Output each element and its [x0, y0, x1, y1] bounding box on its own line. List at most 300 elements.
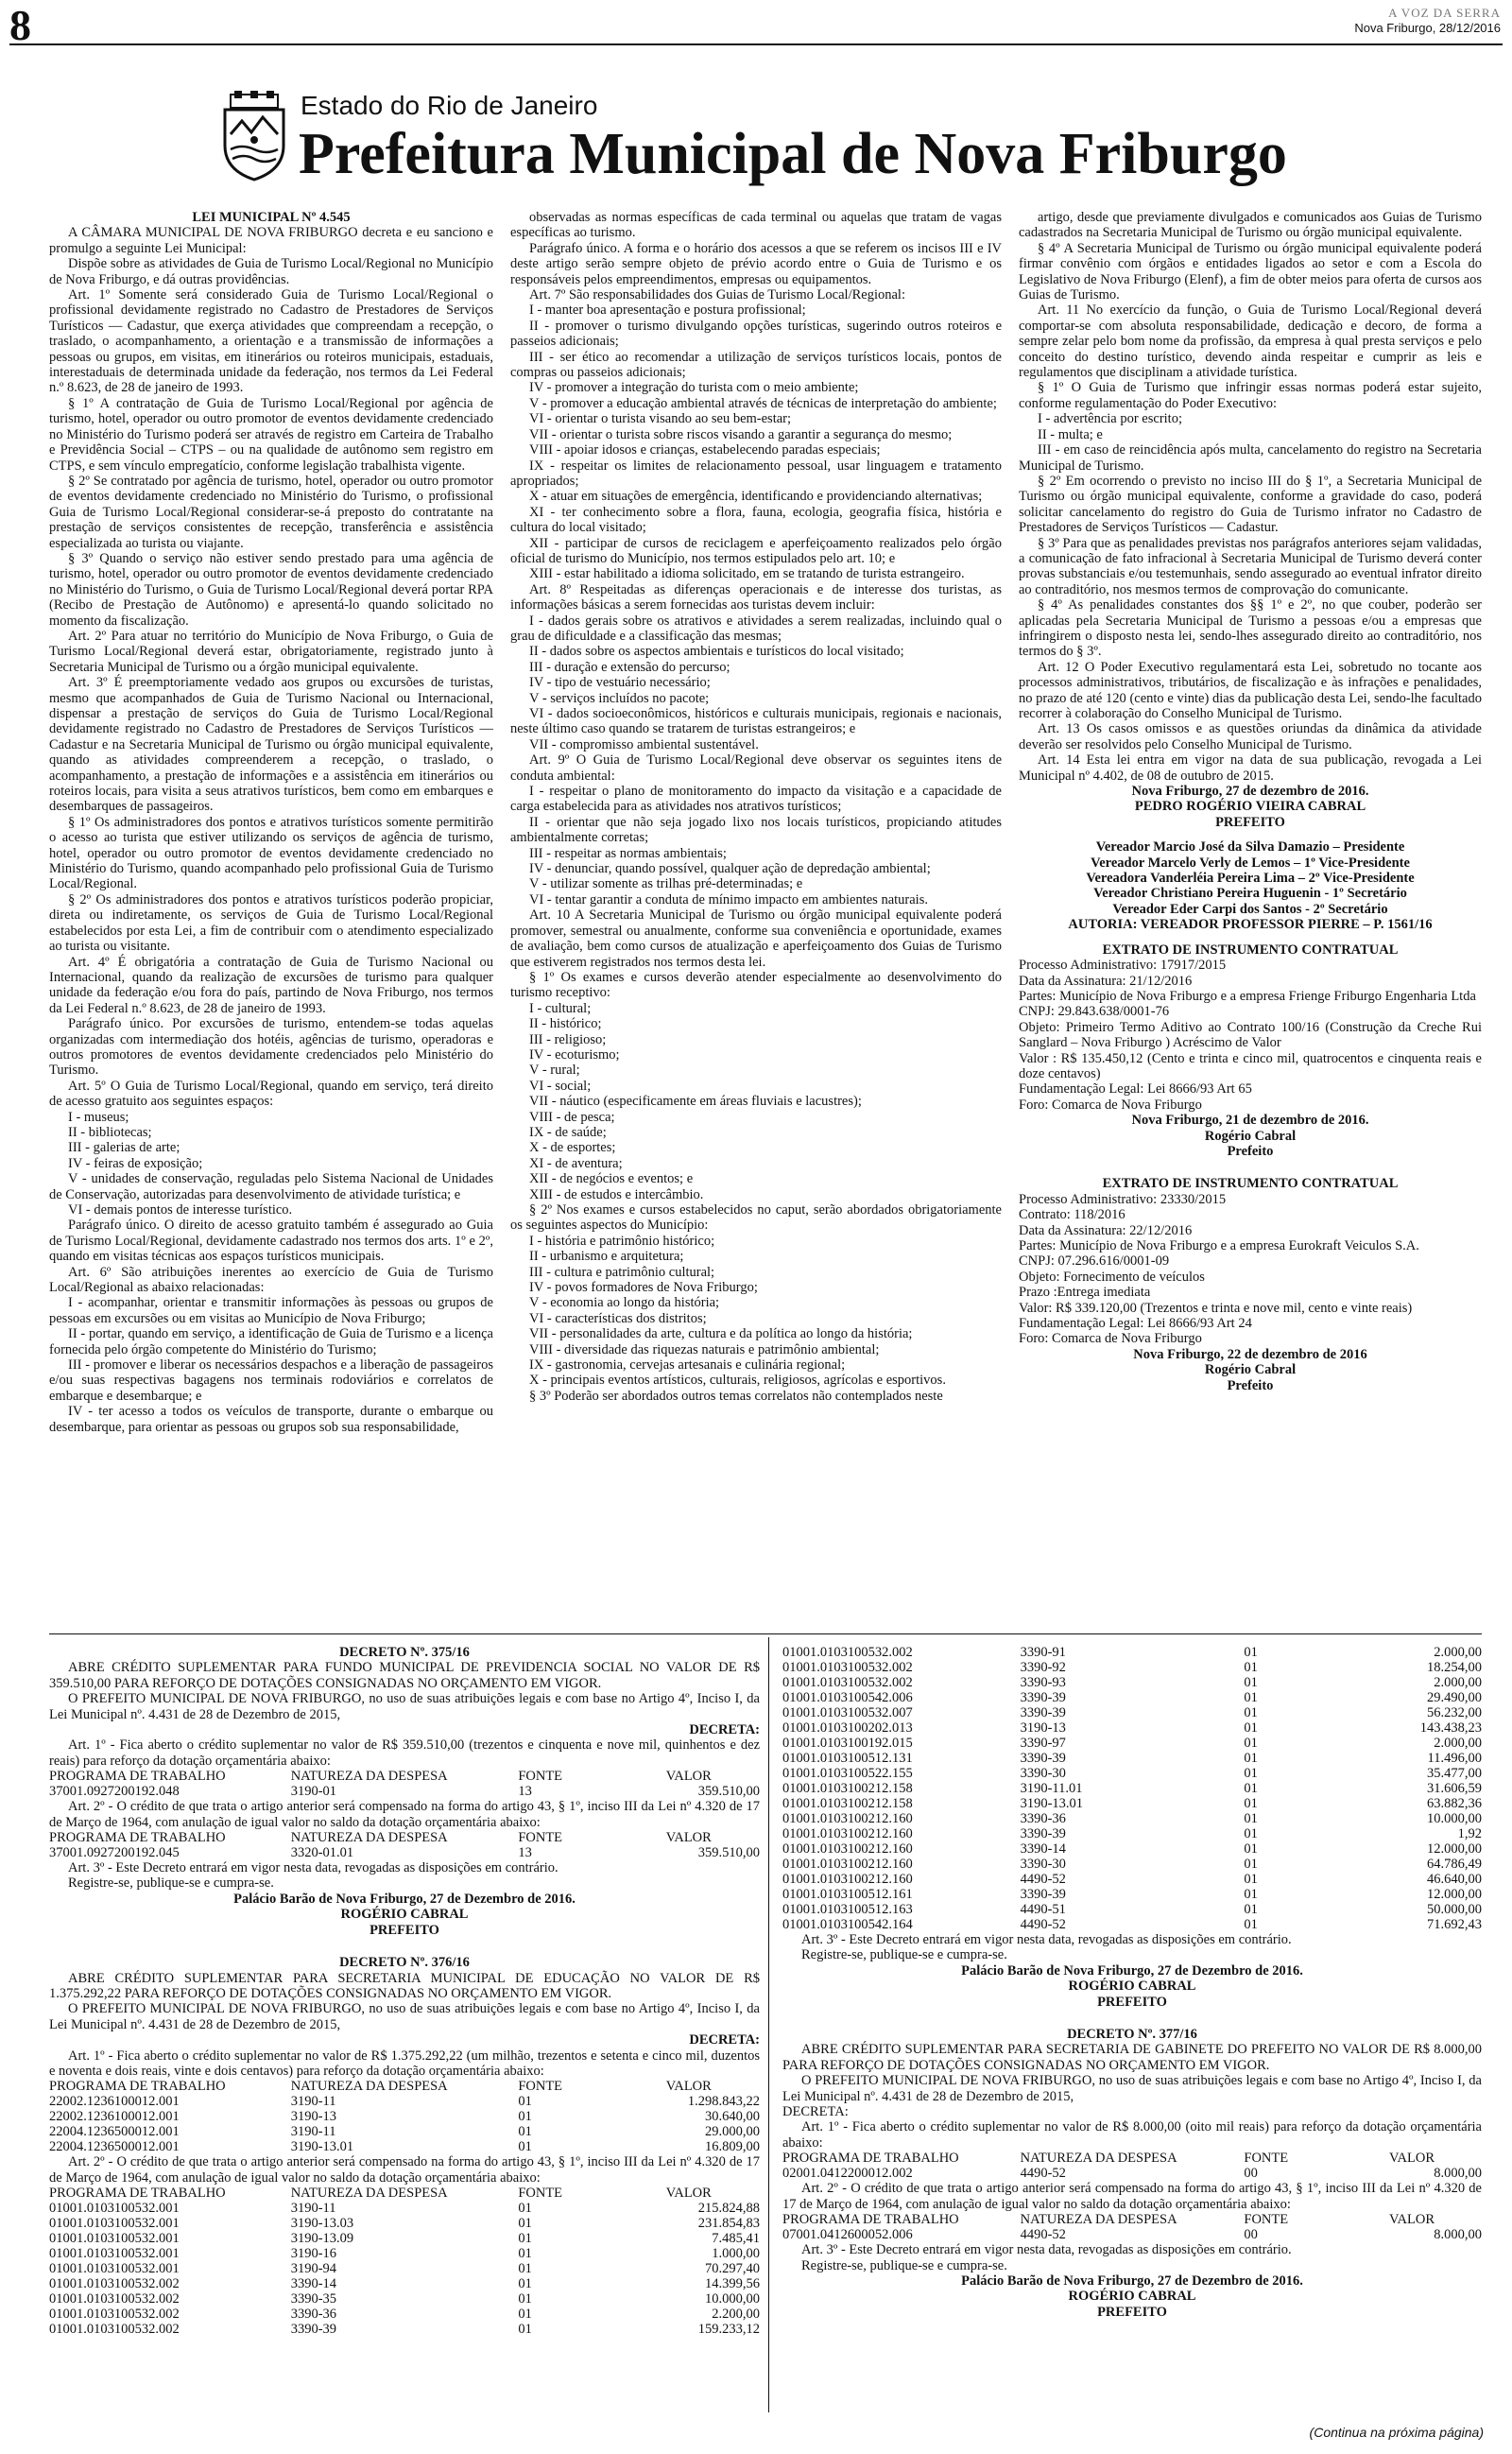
d377-title: DECRETO Nº. 377/16: [1067, 2027, 1197, 2043]
d376-palacio: Palácio Barão de Nova Friburgo, 27 de Dezembro de 2016.: [961, 1962, 1303, 1979]
table-cell: 01: [518, 2109, 532, 2125]
paragraph: Vereador Eder Carpi dos Santos - 2º Secretário: [1112, 901, 1388, 917]
paragraph: IV - ecoturismo;: [529, 1046, 620, 1063]
d375-art2: Art. 2º - O crédito de que trata o artigo anterior será compensado na forma do artigo 43, § 1º, inciso III da Lei nº 4.320 de 17 de Março de 1964, com anulação de igual valor no saldo da dotação orçamentária abaixo:: [49, 1799, 760, 1830]
paragraph: § 1º Os administradores dos pontos e atrativos turísticos somente permitirão o acesso ao turista que estiver utilizando os serviços de agência de turismo, hotel, operador ou outro promotor de eventos devidamente credenciado no Ministério do Turismo, quando acompanhado pelo profissional Guia de Turismo Local/Regional.: [49, 814, 493, 892]
d376-ementa: ABRE CRÉDITO SUPLEMENTAR PARA SECRETARIA MUNICIPAL DE EDUCAÇÃO NO VALOR DE R$ 1.375.292,22 PARA REFORÇO DE DOTAÇÕES CONSIGNADAS NO ORÇAMENTO EM VIGOR.: [49, 1970, 760, 2001]
table-cell: 35.477,00: [1427, 1766, 1482, 1781]
table-header-cell: NATUREZA DA DESPESA: [290, 2079, 448, 2095]
table-cell: 01001.0103100532.001: [49, 2261, 180, 2277]
paragraph: Parágrafo único. O direito de acesso gratuito também é assegurado ao Guia de Turismo Local/Regional, devidamente cadastrado nos termos dos arts. 1º e 2º, quando em visitas técnicas aos espaços turísticos municipais.: [49, 1218, 493, 1265]
table-cell: 01001.0103100512.131: [782, 1751, 913, 1766]
table-cell: 01001.0103100532.001: [49, 2201, 180, 2217]
table-row: [782, 1917, 1482, 1932]
publication-name: A VOZ DA SERRA: [1388, 6, 1501, 20]
paragraph: V - unidades de conservação, reguladas pelo Sistema Nacional de Unidades de Conservação, autorizadas para desenvolvimento de atividade turística; e: [49, 1171, 493, 1202]
table-row: [49, 2246, 760, 2261]
table-header-cell: NATUREZA DA DESPESA: [1020, 2212, 1177, 2228]
table-header-cell: FONTE: [518, 2079, 563, 2095]
paragraph: V - serviços incluídos no pacote;: [529, 690, 710, 706]
table-cell: 01: [1244, 1857, 1258, 1872]
table-cell: 07001.0412600052.006: [782, 2227, 913, 2243]
table-cell: 3390-35: [290, 2291, 337, 2307]
table-cell: 01: [1244, 1690, 1258, 1705]
table-cell: 22002.1236100012.001: [49, 2109, 180, 2125]
table-cell: 3390-97: [1020, 1736, 1066, 1751]
table-cell: 3390-92: [1020, 1660, 1066, 1675]
d375-art1: Art. 1º - Fica aberto o crédito suplementar no valor de R$ 359.510,00 (trezentos e cinquenta e nove mil, quinhentos e dez reais) para reforço da dotação orçamentária abaixo:: [49, 1737, 760, 1769]
table-cell: 37001.0927200192.048: [49, 1784, 180, 1800]
table-cell: 01001.0103100212.160: [782, 1872, 913, 1887]
table-cell: 4490-52: [1020, 2166, 1066, 2182]
paragraph: Objeto: Fornecimento de veículos: [1019, 1269, 1205, 1285]
table-cell: 01001.0103100532.002: [49, 2291, 180, 2307]
table-cell: 01: [518, 2246, 532, 2262]
paragraph: VIII - apoiar idosos e crianças, estabelecendo paradas especiais;: [529, 442, 881, 458]
table-cell: 01: [518, 2291, 532, 2307]
table-row: [49, 2276, 760, 2291]
paragraph: IV - tipo de vestuário necessário;: [529, 675, 711, 691]
table-header-cell: VALOR: [665, 1769, 712, 1785]
paragraph: II - histórico;: [529, 1016, 602, 1032]
table-row: [782, 1841, 1482, 1857]
table-cell: 11.496,00: [1427, 1751, 1482, 1766]
paragraph: VII - náutico (especificamente em áreas fluviais e lacustres);: [529, 1094, 862, 1110]
table-cell: 18.254,00: [1427, 1660, 1482, 1675]
table-header-row: [782, 2212, 1482, 2227]
table-cell: 1.298.843,22: [687, 2094, 760, 2110]
table-cell: 3190-13: [1020, 1720, 1066, 1736]
table-row: [782, 1766, 1482, 1781]
paragraph: VIII - diversidade das riquezas naturais e patrimônio ambiental;: [529, 1341, 880, 1357]
d375-decreta: DECRETA:: [689, 1722, 760, 1738]
paragraph: § 3º Para que as penalidades previstas nos parágrafos anteriores sejam validadas, a comunicação de fato infracional à Secretaria Municipal de Turismo deverá conter provas substanciais e/ou testemunhais, sendo assegurado ao eventual infrator direito ao contraditório, nos mesmos termos de comprovação do comunicante.: [1019, 535, 1482, 597]
lei-mayor-title: PREFEITO: [1215, 814, 1285, 830]
table-row: [49, 2139, 760, 2154]
table-header-cell: FONTE: [518, 2186, 563, 2202]
table-cell: 01001.0103100532.001: [49, 2216, 180, 2232]
paragraph: VII - orientar o turista sobre riscos visando a garantir a segurança do mesmo;: [529, 426, 953, 442]
paragraph: VI - orientar o turista visando ao seu bem-estar;: [529, 411, 792, 427]
table-cell: 01001.0103100212.160: [782, 1826, 913, 1841]
table-cell: 01001.0103100212.160: [782, 1811, 913, 1826]
d376-table-2: [49, 2186, 760, 2337]
paragraph: II - orientar que não seja jogado lixo nos locais turísticos, propiciando atitudes ambientalmente corretas;: [510, 814, 1002, 846]
table-cell: 01001.0103100532.002: [49, 2307, 180, 2323]
paragraph: V - promover a educação ambiental através de técnicas de interpretação do ambiente;: [529, 395, 997, 411]
table-cell: 01: [1244, 1841, 1258, 1857]
table-cell: 01: [1244, 1645, 1258, 1660]
table-header-row: [49, 1830, 760, 1845]
table-cell: 01001.0103100512.161: [782, 1887, 913, 1902]
table-header-cell: PROGRAMA DE TRABALHO: [782, 2151, 959, 2167]
paragraph: III - respeitar as normas ambientais;: [529, 845, 727, 861]
paragraph: § 2º Os administradores dos pontos e atrativos turísticos poderão propiciar, direta ou indiretamente, os serviços de Guia de Turismo Local/Regional estabelecidos por esta Lei, a fim de contribuir com o atendimento especializado ao turista ou visitante.: [49, 891, 493, 955]
table-cell: 3190-11: [290, 2201, 336, 2217]
paragraph: IV - feiras de exposição;: [68, 1155, 203, 1171]
paragraph: I - museus;: [68, 1109, 129, 1125]
table-header-cell: PROGRAMA DE TRABALHO: [49, 2186, 226, 2202]
paragraph: § 1º A contratação de Guia de Turismo Local/Regional por agência de turismo, hotel, operador ou outro promotor de eventos devidamente credenciado no Ministério do Turismo poderá ser através de registro em Carteira de Trabalho e Previdência Social – CTPS – ou na qualidade de autônomo sem registro em CTPS, e sem vínculo empregatício, conforme legislação trabalhista vigente.: [49, 395, 493, 474]
table-cell: 2.000,00: [1434, 1645, 1482, 1660]
paragraph: VII - personalidades da arte, cultura e da política ao longo da história;: [529, 1326, 913, 1342]
header-state: Estado do Rio de Janeiro: [301, 91, 598, 120]
table-cell: 00: [1244, 2227, 1258, 2243]
table-header-cell: VALOR: [1388, 2151, 1435, 2167]
table-row: [782, 1751, 1482, 1766]
table-cell: 3390-14: [1020, 1841, 1066, 1857]
paragraph: Art. 9º O Guia de Turismo Local/Regional deve observar os seguintes itens de conduta ambiental:: [510, 752, 1002, 784]
table-cell: 01001.0103100532.007: [782, 1705, 913, 1720]
table-cell: 4490-52: [1020, 2227, 1066, 2243]
table-cell: 00: [1244, 2166, 1258, 2182]
extrato1-date: Nova Friburgo, 21 de dezembro de 2016.: [1131, 1113, 1369, 1129]
table-row: [782, 1826, 1482, 1841]
table-cell: 143.438,23: [1419, 1720, 1482, 1736]
table-cell: 4490-52: [1020, 1872, 1066, 1887]
paragraph: I - dados gerais sobre os atrativos e atividades a serem realizadas, incluindo qual o grau de dificuldade e a classificação das mesmas;: [510, 613, 1002, 644]
paragraph: Vereador Marcio José da Silva Damazio – Presidente: [1095, 839, 1405, 855]
table-header-cell: VALOR: [665, 2186, 712, 2202]
table-header-cell: FONTE: [518, 1830, 563, 1846]
d375-preamble: O PREFEITO MUNICIPAL DE NOVA FRIBURGO, no uso de suas atribuições legais e com base no Artigo 4º, Inciso I, da Lei Municipal nº. 4.431 de 28 de Dezembro de 2015,: [49, 1691, 760, 1722]
table-cell: 3390-39: [1020, 1826, 1066, 1841]
table-header-cell: NATUREZA DA DESPESA: [290, 1769, 448, 1785]
table-cell: 1,92: [1457, 1826, 1482, 1841]
paragraph: § 1º Os exames e cursos deverão atender especialmente ao desenvolvimento do turismo receptivo:: [510, 969, 1002, 1001]
d375-table-2: [49, 1830, 760, 1860]
table-cell: 29.490,00: [1427, 1690, 1482, 1705]
page-number: 8: [9, 1, 31, 49]
table-cell: 71.692,43: [1427, 1917, 1482, 1932]
table-cell: 01001.0103100522.155: [782, 1766, 913, 1781]
paragraph: § 2º Se contratado por agência de turismo, hotel, operador ou outro promotor de eventos devidamente credenciado no Ministério do Turismo, o profissional Guia de Turismo Local/Regional considerar-se-á preposto do contratante na prestação de serviços consistentes de recepção, transferência e assistência especializada ao turista ou viajante.: [49, 473, 493, 551]
decretos-left: [49, 1645, 760, 2439]
paragraph: VI - tentar garantir a conduta de mínimo impacto em ambientes naturais.: [529, 891, 928, 907]
paragraph: X - atuar em situações de emergência, identificando e providenciando alternativas;: [529, 489, 983, 505]
table-cell: 01001.0103100542.006: [782, 1690, 913, 1705]
table-cell: 01: [1244, 1796, 1258, 1811]
table-cell: 01: [1244, 1826, 1258, 1841]
table-cell: 01: [518, 2139, 532, 2155]
paragraph: Art. 12 O Poder Executivo regulamentará esta Lei, sobretudo no tocante aos processos administrativos, tributários, de fiscalização e às infrações e penalidades, no prazo de até 120 (cento e vinte) dias da publicação desta Lei, sendo-lhe facultado recorrer à colaboração do Conselho Municipal de Turismo.: [1019, 659, 1482, 721]
d377-ementa: ABRE CRÉDITO SUPLEMENTAR PARA SECRETARIA DE GABINETE DO PREFEITO NO VALOR DE R$ 8.000,00 PARA REFORÇO DE DOTAÇÕES CONSIGNADAS NO ORÇAMENTO EM VIGOR.: [782, 2042, 1482, 2073]
d377-decreta: DECRETA:: [782, 2104, 849, 2120]
d376-table-1: [49, 2079, 760, 2154]
paragraph: XIII - estar habilitado a idioma solicitado, em se tratando de turista estrangeiro.: [529, 566, 965, 582]
table-cell: 359.510,00: [697, 1784, 760, 1800]
paragraph: Parágrafo único. A forma e o horário dos acessos a que se referem os incisos III e IV deste artigo serão sempre objeto de prévio acordo entre o Guia de Turismo e os responsáveis pelos empreendimentos, empresas ou equipamentos.: [510, 240, 1002, 287]
paragraph: Objeto: Primeiro Termo Aditivo ao Contrato 100/16 (Construção da Creche Rui Sanglard – Nova Friburgo ) Acréscimo de Valor: [1019, 1019, 1482, 1051]
table-row: [49, 2094, 760, 2109]
paragraph: Art. 1º Somente será considerado Guia de Turismo Local/Regional o profissional devidamente registrado no Cadastro de Prestadores de Serviços Turísticos — Cadastur, que exerça atividades que compreendam a recepção, o traslado, o acompanhamento, a orientação e a transmissão de informações a pessoas ou grupos, em visitas, em itinerários ou roteiros municipais, estaduais, interestaduais de determinada unidade da federação, nos termos da Lei Federal n.º 8.623, de 28 de janeiro de 1993.: [49, 287, 493, 396]
table-cell: 3320-01.01: [290, 1845, 354, 1861]
paragraph: Art. 5º O Guia de Turismo Local/Regional, quando em serviço, terá direito de acesso gratuito aos seguintes espaços:: [49, 1078, 493, 1110]
paragraph: I - advertência por escrito;: [1038, 411, 1182, 427]
decretos-right: [782, 1645, 1482, 2439]
paragraph: Processo Administrativo: 23330/2015: [1019, 1191, 1227, 1207]
table-cell: 159.233,12: [697, 2322, 760, 2338]
table-cell: 01: [1244, 1675, 1258, 1690]
table-header-row: [782, 2151, 1482, 2166]
paragraph: Partes: Município de Nova Friburgo e a empresa Eurokraft Veiculos S.A.: [1019, 1238, 1419, 1253]
table-cell: 01001.0103100532.002: [49, 2276, 180, 2292]
lei-mayor: PEDRO ROGÉRIO VIEIRA CABRAL: [1134, 799, 1366, 815]
table-cell: 01: [518, 2231, 532, 2247]
lei-sign-date: Nova Friburgo, 27 de dezembro de 2016.: [1131, 784, 1369, 800]
table-header-cell: PROGRAMA DE TRABALHO: [49, 1769, 226, 1785]
d376-table-2-cont: [782, 1645, 1482, 1932]
table-cell: 3390-91: [1020, 1645, 1066, 1660]
d377-preamble: O PREFEITO MUNICIPAL DE NOVA FRIBURGO, no uso de suas atribuições legais e com base no Artigo 4º, Inciso I, da Lei Municipal nº. 4.431 de 28 de Dezembro de 2015,: [782, 2073, 1482, 2104]
table-cell: 1.000,00: [712, 2246, 760, 2262]
extrato2-date: Nova Friburgo, 22 de dezembro de 2016: [1133, 1346, 1367, 1362]
table-cell: 70.297,40: [705, 2261, 760, 2277]
table-cell: 3390-30: [1020, 1857, 1066, 1872]
paragraph: Processo Administrativo: 17917/2015: [1019, 958, 1227, 974]
d377-art3: Art. 3º - Este Decreto entrará em vigor nesta data, revogadas as disposições em contrário.: [801, 2242, 1292, 2258]
paragraph: IV - denunciar, quando possível, qualquer ação de depredação ambiental;: [529, 861, 931, 877]
d376-art1: Art. 1º - Fica aberto o crédito suplementar no valor de R$ 1.375.292,22 (um milhão, trezentos e setenta e cinco mil, duzentos e noventa e dois reais, vinte e dois centavos) para reforço da dotação orçamentária abaixo:: [49, 2048, 760, 2079]
table-cell: 3190-13.09: [290, 2231, 354, 2247]
paragraph: Foro: Comarca de Nova Friburgo: [1019, 1097, 1202, 1113]
table-cell: 01001.0103100212.158: [782, 1781, 913, 1796]
paragraph: XI - ter conhecimento sobre a flora, fauna, ecologia, geografia física, história e cultura do local visitado;: [510, 504, 1002, 536]
lei-col1-body: [49, 225, 493, 1435]
paragraph: VII - compromisso ambiental sustentável.: [529, 736, 759, 752]
paragraph: III - cultura e patrimônio cultural;: [529, 1264, 715, 1280]
top-rule: [9, 43, 1503, 45]
d375-ementa: ABRE CRÉDITO SUPLEMENTAR PARA FUNDO MUNICIPAL DE PREVIDENCIA SOCIAL NO VALOR DE R$ 359.510,00 PARA REFORÇO DE DOTAÇÕES CONSIGNADAS NO ORÇAMENTO EM VIGOR.: [49, 1660, 760, 1691]
table-cell: 01: [1244, 1872, 1258, 1887]
d376-art2: Art. 2º - O crédito de que trata o artigo anterior será compensado na forma do artigo 43, § 1º, inciso III da Lei nº 4.320 de 17 de Março de 1964, com anulação de igual valor no saldo da dotação orçamentária abaixo:: [49, 2154, 760, 2186]
table-header-cell: VALOR: [665, 1830, 712, 1846]
paragraph: IX - respeitar os limites de relacionamento pessoal, usar linguagem e tratamento apropriados;: [510, 458, 1002, 489]
table-cell: 3190-13.01: [1020, 1796, 1084, 1811]
table-row: [49, 2216, 760, 2231]
table-row: [782, 1902, 1482, 1917]
table-row: [49, 2322, 760, 2337]
continued-note: (Continua na próxima página): [1309, 2425, 1484, 2440]
table-header-cell: NATUREZA DA DESPESA: [1020, 2151, 1177, 2167]
table-cell: 3190-13.01: [290, 2139, 354, 2155]
d375-palacio: Palácio Barão de Nova Friburgo, 27 de Dezembro de 2016.: [233, 1891, 576, 1907]
table-cell: 01001.0103100192.015: [782, 1736, 913, 1751]
paragraph: V - economia ao longo da história;: [529, 1295, 720, 1311]
table-cell: 01: [1244, 1660, 1258, 1675]
table-cell: 64.786,49: [1427, 1857, 1482, 1872]
paragraph: Art. 8º Respeitadas as diferenças operacionais e de interesse dos turistas, as informações básicas a serem fornecidas aos turistas devem incluir:: [510, 581, 1002, 614]
table-header-cell: FONTE: [1244, 2212, 1289, 2228]
table-header-cell: FONTE: [518, 1769, 563, 1785]
d376-signer-title: PREFEITO: [1097, 1994, 1167, 2010]
paragraph: I - cultural;: [529, 1000, 592, 1016]
paragraph: Art. 2º Para atuar no território do Município de Nova Friburgo, o Guia de Turismo Local/Regional deverá estar, obrigatoriamente, registrado junto à Secretaria Municipal de Turismo ou a órgão municipal equivalente.: [49, 628, 493, 675]
extrato2-title: EXTRATO DE INSTRUMENTO CONTRATUAL: [1102, 1176, 1399, 1192]
paragraph: Vereadora Vanderléia Pereira Lima – 2º Vice-Presidente: [1086, 871, 1415, 887]
section-divider: [49, 1633, 1482, 1634]
extrato1-signer: Rogério Cabral: [1204, 1128, 1297, 1144]
table-cell: 3390-93: [1020, 1675, 1066, 1690]
paragraph: I - respeitar o plano de monitoramento do impacto da visitação e a capacidade de carga estabelecida para as atividades nos atrativos turísticos;: [510, 784, 1002, 815]
table-row: [49, 2231, 760, 2246]
table-row: [782, 2227, 1482, 2242]
paragraph: X - de esportes;: [529, 1140, 616, 1156]
paragraph: II - promover o turismo divulgando opções turísticas, sugerindo outros roteiros e passeios adicionais;: [510, 318, 1002, 350]
d375-art3: Art. 3º - Este Decreto entrará em vigor nesta data, revogadas as disposições em contrário.: [68, 1860, 558, 1876]
table-cell: 01001.0103100532.002: [782, 1645, 913, 1660]
paragraph: CNPJ: 07.296.616/0001-09: [1019, 1253, 1170, 1270]
lei-title: LEI MUNICIPAL Nº 4.545: [192, 210, 351, 225]
paragraph: II - urbanismo e arquitetura;: [529, 1249, 684, 1265]
table-cell: 22004.1236500012.001: [49, 2124, 180, 2140]
paragraph: I - acompanhar, orientar e transmitir informações às pessoas ou grupos de pessoas em excursões ou em visitas ao Município de Nova Friburgo;: [49, 1295, 493, 1326]
paragraph: XII - participar de cursos de reciclagem e aperfeiçoamento realizados pelo órgão oficial de turismo do Município, nos termos estipulados pelo art. 10; e: [510, 535, 1002, 566]
table-cell: 8.000,00: [1434, 2166, 1482, 2182]
table-cell: 01001.0103100212.160: [782, 1857, 913, 1872]
table-cell: 01: [1244, 1781, 1258, 1796]
table-row: [782, 1645, 1482, 1660]
table-cell: 3390-39: [1020, 1751, 1066, 1766]
table-cell: 231.854,83: [697, 2216, 760, 2232]
table-row: [49, 1845, 760, 1860]
table-cell: 01001.0103100532.002: [782, 1660, 913, 1675]
d376-title: DECRETO Nº. 376/16: [339, 1955, 470, 1971]
extrato2-signer: Rogério Cabral: [1204, 1362, 1297, 1378]
lei-col3-body: [1019, 210, 1482, 784]
table-cell: 01: [518, 2124, 532, 2140]
table-row: [782, 1690, 1482, 1705]
lei-autoria: AUTORIA: VEREADOR PROFESSOR PIERRE – P. 1561/16: [1068, 917, 1433, 933]
d375-title: DECRETO Nº. 375/16: [339, 1645, 470, 1660]
paragraph: Art. 13 Os casos omissos e as questões oriundas da dinâmica da atividade deverão ser resolvidos pelo Conselho Municipal de Turismo.: [1019, 721, 1482, 752]
paragraph: § 1º O Guia de Turismo que infringir essas normas poderá estar sujeito, conforme regulamentação do Poder Executivo:: [1019, 380, 1482, 411]
table-header-cell: PROGRAMA DE TRABALHO: [49, 1830, 226, 1846]
table-cell: 7.485,41: [712, 2231, 760, 2247]
table-cell: 01: [1244, 1705, 1258, 1720]
table-cell: 3190-01: [290, 1784, 337, 1800]
paragraph: Contrato: 118/2016: [1019, 1207, 1125, 1223]
paragraph: Art. 7º São responsabilidades dos Guias de Turismo Local/Regional:: [529, 287, 905, 303]
table-row: [782, 1675, 1482, 1690]
table-header-cell: VALOR: [1388, 2212, 1435, 2228]
table-cell: 31.606,59: [1427, 1781, 1482, 1796]
paragraph: § 3º Poderão ser abordados outros temas correlatos não contemplados neste: [529, 1388, 943, 1404]
table-row: [49, 2291, 760, 2307]
paragraph: VI - características dos distritos;: [529, 1310, 707, 1326]
d377-palacio: Palácio Barão de Nova Friburgo, 27 de Dezembro de 2016.: [961, 2273, 1303, 2289]
table-cell: 30.640,00: [705, 2109, 760, 2125]
d376-signer: ROGÉRIO CABRAL: [1068, 1979, 1196, 1995]
paragraph: VI - social;: [529, 1078, 592, 1094]
paragraph: IX - gastronomia, cervejas artesanais e culinária regional;: [529, 1357, 846, 1374]
table-cell: 01001.0103100212.158: [782, 1796, 913, 1811]
table-cell: 3390-30: [1020, 1766, 1066, 1781]
paragraph: I - história e patrimônio histórico;: [529, 1233, 715, 1249]
table-cell: 3190-13.03: [290, 2216, 354, 2232]
table-cell: 01: [1244, 1902, 1258, 1917]
table-cell: 12.000,00: [1427, 1887, 1482, 1902]
table-cell: 01: [1244, 1811, 1258, 1826]
paragraph: XIII - de estudos e intercâmbio.: [529, 1186, 704, 1202]
paragraph: X - principais eventos artísticos, culturais, religiosos, agrícolas e esportivos.: [529, 1373, 946, 1389]
table-row: [782, 1736, 1482, 1751]
table-cell: 01001.0103100542.164: [782, 1917, 913, 1932]
paragraph: Fundamentação Legal: Lei 8666/93 Art 65: [1019, 1081, 1252, 1097]
extrato1-body: [1019, 958, 1482, 1113]
d375-registre: Registre-se, publique-se e cumpra-se.: [68, 1875, 274, 1892]
paragraph: Vereador Christiano Pereira Huguenin - 1º Secretário: [1093, 886, 1407, 902]
table-cell: 01001.0103100532.001: [49, 2231, 180, 2247]
table-cell: 3390-39: [1020, 1690, 1066, 1705]
table-cell: 01001.0103100512.163: [782, 1902, 913, 1917]
paragraph: Art. 3º É preemptoriamente vedado aos grupos ou excursões de turistas, mesmo que acompanhados de Guia de Turismo Nacional ou Internacional, dispensar a prestação de serviços do Guia de Turismo Local/Regional devidamente registrado no Cadastro de Prestadores de Serviços Turísticos — Cadastur e na Secretaria Municipal de Turismo ou órgão municipal equivalente, quando as atividades compreenderem a recepção, o traslado, o acompanhamento, a prestação de informações e a assistência em itinerários ou roteiros locais, para visita a seus atrativos turísticos, bem como em embarques e desembarques de passageiros.: [49, 675, 493, 815]
paragraph: II - bibliotecas;: [68, 1124, 152, 1140]
paragraph: Art. 10 A Secretaria Municipal de Turismo ou órgão municipal equivalente poderá promover, semestral ou anualmente, conforme sua conveniência e oportunidade, exames de avaliação, bem como cursos de atualização e aperfeiçoamento dos Guias de Turismo que estiverem registrados nos termos desta lei.: [510, 907, 1002, 970]
table-cell: 01001.0103100202.013: [782, 1720, 913, 1736]
table-cell: 01: [1244, 1751, 1258, 1766]
table-cell: 3190-11: [290, 2124, 336, 2140]
d377-registre: Registre-se, publique-se e cumpra-se.: [801, 2257, 1007, 2273]
table-cell: 01: [518, 2307, 532, 2323]
table-cell: 56.232,00: [1427, 1705, 1482, 1720]
table-cell: 22002.1236100012.001: [49, 2094, 180, 2110]
table-row: [49, 2124, 760, 2139]
table-cell: 4490-51: [1020, 1902, 1066, 1917]
lei-column-1: [49, 210, 493, 1628]
table-header-cell: VALOR: [665, 2079, 712, 2095]
table-cell: 01: [518, 2276, 532, 2292]
table-cell: 01: [518, 2216, 532, 2232]
table-row: [782, 1660, 1482, 1675]
d377-art2: Art. 2º - O crédito de que trata o artigo anterior será compensado na forma do artigo 43, § 1º, inciso III da Lei nº 4.320 de 17 de Março de 1964, com anulação de igual valor no saldo da dotação orçamentária abaixo:: [782, 2181, 1482, 2212]
paragraph: Foro: Comarca de Nova Friburgo: [1019, 1331, 1202, 1347]
d376-decreta: DECRETA:: [689, 2032, 760, 2048]
table-cell: 01001.0103100212.160: [782, 1841, 913, 1857]
extrato1-title: EXTRATO DE INSTRUMENTO CONTRATUAL: [1102, 942, 1399, 958]
table-cell: 37001.0927200192.045: [49, 1845, 180, 1861]
paragraph: II - multa; e: [1038, 426, 1103, 442]
paragraph: III - em caso de reincidência após multa, cancelamento do registro na Secretaria Municipal de Turismo.: [1019, 442, 1482, 474]
table-cell: 01: [518, 2094, 532, 2110]
table-header-row: [49, 1769, 760, 1784]
table-cell: 01: [1244, 1720, 1258, 1736]
paragraph: III - religioso;: [529, 1031, 607, 1047]
table-row: [782, 1872, 1482, 1887]
paragraph: VI - dados socioeconômicos, históricos e culturais municipais, regionais e nacionais, neste último caso quando se tratarem de turistas estrangeiros; e: [510, 706, 1002, 737]
d377-signer: ROGÉRIO CABRAL: [1068, 2289, 1196, 2305]
table-cell: 3190-11: [290, 2094, 336, 2110]
table-cell: 01: [1244, 1917, 1258, 1932]
paragraph: I - manter boa apresentação e postura profissional;: [529, 302, 806, 319]
paragraph: IV - ter acesso a todos os veículos de transporte, durante o embarque ou desembarque, para orientar as pessoas ou grupos sob sua responsabilidade,: [49, 1404, 493, 1435]
d376-registre: Registre-se, publique-se e cumpra-se.: [801, 1947, 1007, 1963]
paragraph: Valor: R$ 339.120,00 (Trezentos e trinta e nove mil, cento e vinte reais): [1019, 1300, 1413, 1316]
table-row: [782, 1781, 1482, 1796]
table-cell: 359.510,00: [697, 1845, 760, 1861]
paragraph: § 4º A Secretaria Municipal de Turismo ou órgão municipal equivalente poderá firmar convênio com órgãos e entidades ligados ao setor e com a Escola do Legislativo de Nova Friburgo (Elenf), a fim de obter meios para oferta de cursos aos Guias de Turismo.: [1019, 240, 1482, 303]
table-cell: 3390-39: [1020, 1887, 1066, 1902]
table-cell: 46.640,00: [1427, 1872, 1482, 1887]
table-cell: 01: [1244, 1766, 1258, 1781]
table-header-cell: FONTE: [1244, 2151, 1289, 2167]
table-cell: 14.399,56: [705, 2276, 760, 2292]
header-title: Prefeitura Municipal de Nova Friburgo: [299, 122, 1287, 186]
table-cell: 50.000,00: [1427, 1902, 1482, 1917]
table-cell: 63.882,36: [1427, 1796, 1482, 1811]
paragraph: III - promover e liberar os necessários despachos e a liberação de passageiros e/ou suas respectivas bagagens nos terminais rodoviários e correlatos de embarque e desembarque; e: [49, 1357, 493, 1404]
paragraph: II - dados sobre os aspectos ambientais e turísticos do local visitado;: [529, 644, 904, 660]
